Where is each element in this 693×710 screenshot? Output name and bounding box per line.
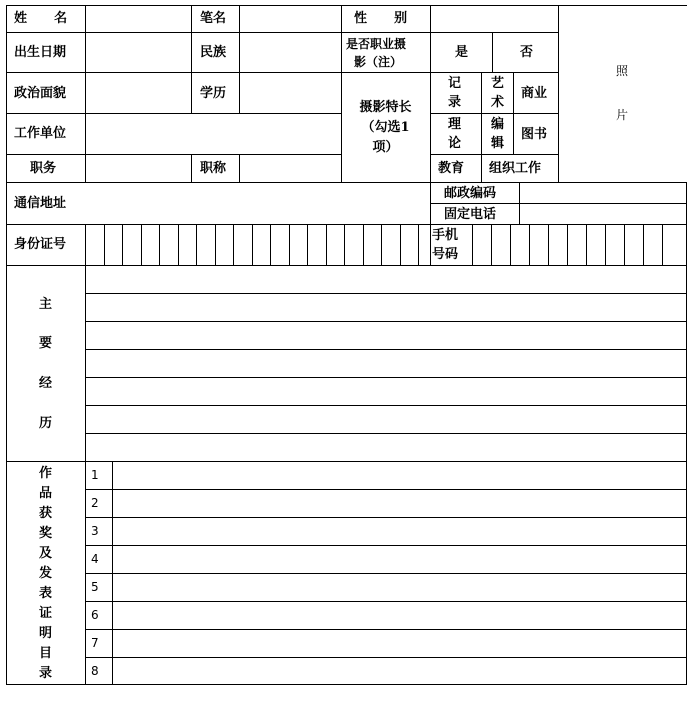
no-option[interactable]: 否 bbox=[520, 45, 534, 60]
politics-label: 政治面貌 bbox=[14, 86, 67, 101]
is-pro-label-line2: 影（注） bbox=[354, 55, 403, 69]
postcode-input[interactable] bbox=[520, 183, 686, 203]
landline-input[interactable] bbox=[520, 204, 686, 224]
birth-date-input[interactable] bbox=[86, 33, 191, 72]
is-pro-label-line1: 是否职业摄 bbox=[346, 37, 407, 51]
works-row-number: 2 bbox=[91, 496, 99, 510]
works-label-char: 目 bbox=[39, 646, 53, 661]
pen-name-label: 笔名 bbox=[200, 11, 227, 26]
experience-label-char: 经 bbox=[39, 376, 53, 391]
ethnicity-label: 民族 bbox=[200, 45, 227, 60]
documentary-label-2: 录 bbox=[448, 95, 462, 110]
works-row-number: 5 bbox=[91, 580, 99, 594]
theory-label-1[interactable]: 理 bbox=[448, 117, 462, 132]
mobile-input[interactable] bbox=[473, 225, 686, 265]
works-label-char: 作 bbox=[39, 466, 53, 481]
works-row-number: 3 bbox=[91, 524, 99, 538]
works-label-char: 及 bbox=[39, 546, 53, 561]
works-row-number: 6 bbox=[91, 608, 99, 622]
organization-option[interactable]: 组织工作 bbox=[489, 161, 542, 176]
birth-date-label: 出生日期 bbox=[14, 45, 67, 60]
title-label: 职称 bbox=[200, 161, 227, 176]
frame-bottom bbox=[6, 684, 687, 685]
art-label-2: 术 bbox=[491, 95, 505, 110]
specialty-label-1: 摄影特长 bbox=[359, 100, 412, 115]
works-row-number: 4 bbox=[91, 552, 99, 566]
name-input[interactable] bbox=[86, 6, 191, 32]
photo-label-2: 片 bbox=[616, 108, 629, 122]
address-input[interactable] bbox=[86, 183, 430, 224]
photo-slot[interactable] bbox=[559, 6, 686, 182]
photo-label-1: 照 bbox=[616, 64, 629, 78]
specialty-label-3: 项） bbox=[372, 140, 399, 155]
works-label-char: 品 bbox=[39, 486, 53, 501]
experience-label-char: 主 bbox=[39, 297, 53, 312]
politics-input[interactable] bbox=[86, 73, 191, 113]
id-number-input[interactable] bbox=[86, 225, 430, 265]
editing-label-2: 辑 bbox=[491, 136, 505, 151]
works-row-number: 7 bbox=[91, 636, 99, 650]
employer-input[interactable] bbox=[86, 114, 341, 154]
works-row-number: 1 bbox=[91, 468, 99, 482]
works-label-char: 录 bbox=[39, 666, 53, 681]
employer-label: 工作单位 bbox=[14, 126, 67, 141]
education-input[interactable] bbox=[240, 73, 341, 113]
commercial-option[interactable]: 商业 bbox=[521, 86, 548, 101]
gender-input[interactable] bbox=[431, 6, 558, 32]
ethnicity-input[interactable] bbox=[240, 33, 341, 72]
art-label-1[interactable]: 艺 bbox=[491, 76, 505, 91]
address-label: 通信地址 bbox=[14, 196, 67, 211]
education-field-option[interactable]: 教育 bbox=[438, 161, 465, 176]
frame-left bbox=[6, 5, 7, 685]
title-input[interactable] bbox=[240, 155, 341, 182]
editing-label-1[interactable]: 编 bbox=[491, 117, 505, 132]
experience-input[interactable] bbox=[86, 266, 686, 461]
landline-label: 固定电话 bbox=[444, 207, 497, 222]
position-label: 职务 bbox=[30, 161, 57, 176]
postcode-label: 邮政编码 bbox=[444, 186, 497, 201]
documentary-label-1[interactable]: 记 bbox=[448, 76, 462, 91]
experience-label-char: 历 bbox=[39, 416, 53, 431]
id-number-label: 身份证号 bbox=[14, 237, 67, 252]
works-label-char: 获 bbox=[39, 506, 53, 521]
name-label: 姓 名 bbox=[14, 11, 68, 26]
works-label-char: 表 bbox=[39, 586, 53, 601]
mobile-label-1: 手机 bbox=[432, 228, 459, 243]
library-option[interactable]: 图书 bbox=[521, 127, 548, 142]
pen-name-input[interactable] bbox=[240, 6, 341, 32]
specialty-label-2: （勾选1 bbox=[361, 120, 410, 135]
position-input[interactable] bbox=[86, 155, 191, 182]
frame-right bbox=[686, 182, 687, 685]
theory-label-2: 论 bbox=[448, 136, 462, 151]
works-label-char: 奖 bbox=[39, 526, 53, 541]
experience-label-char: 要 bbox=[39, 336, 53, 351]
works-label-char: 发 bbox=[39, 566, 53, 581]
gender-label: 性 别 bbox=[354, 11, 408, 26]
works-list-input[interactable] bbox=[113, 462, 686, 684]
yes-option[interactable]: 是 bbox=[455, 45, 469, 60]
works-label-char: 证 bbox=[39, 606, 53, 621]
education-label: 学历 bbox=[200, 86, 227, 101]
works-label-char: 明 bbox=[39, 626, 53, 641]
mobile-label-2: 号码 bbox=[432, 247, 459, 262]
works-row-number: 8 bbox=[91, 664, 99, 678]
